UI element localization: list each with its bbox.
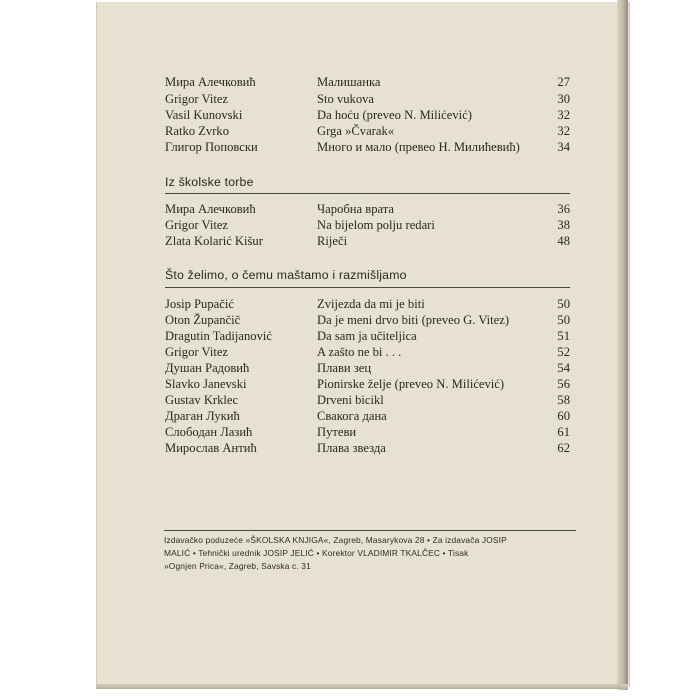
toc-title: Na bijelom polju redari <box>317 218 435 232</box>
toc-title: Путеви <box>317 425 357 439</box>
toc-title: Riječi <box>317 234 348 248</box>
colophon-line: »Ognjen Prica«, Zagreb, Savska c. 31 <box>164 561 311 571</box>
toc-author: Душан Радовић <box>165 361 250 375</box>
toc-entry <box>96 377 630 392</box>
toc-page-number: 38 <box>557 218 570 232</box>
toc-entry <box>96 313 630 328</box>
toc-page-number: 51 <box>557 329 570 343</box>
toc-entry <box>96 140 630 155</box>
toc-author: Vasil Kunovski <box>165 108 243 122</box>
toc-entry <box>96 297 630 312</box>
colophon-rule <box>164 530 576 531</box>
toc-page-number: 61 <box>557 425 570 439</box>
book-page <box>96 2 630 687</box>
toc-page-number: 58 <box>557 393 570 407</box>
toc-title: Sto vukova <box>317 92 375 106</box>
toc-entry <box>96 361 630 376</box>
toc-author: Слободан Лазић <box>165 425 253 439</box>
toc-author: Драган Лукић <box>165 409 240 423</box>
toc-page-number: 50 <box>557 297 570 311</box>
toc-page-number: 48 <box>557 234 570 248</box>
toc-title: Свакога дана <box>317 409 387 423</box>
toc-page-number: 54 <box>557 361 570 375</box>
section-heading: Iz školske torbe <box>165 175 254 189</box>
toc-page-number: 50 <box>557 313 570 327</box>
toc-page-number: 32 <box>557 108 570 122</box>
toc-author: Oton Župančič <box>165 313 241 327</box>
toc-entry <box>96 218 630 233</box>
toc-page-number: 34 <box>557 140 570 154</box>
toc-author: Josip Pupačić <box>165 297 234 311</box>
toc-entry <box>96 425 630 440</box>
toc-title: A zašto ne bi . . . <box>317 345 402 359</box>
toc-title: Чаробна врата <box>317 202 395 216</box>
page-edge-bottom <box>96 684 628 689</box>
toc-entry <box>96 75 630 90</box>
toc-author: Мирослав Антић <box>165 441 257 455</box>
colophon-line: Izdavačko poduzeće »ŠKOLSKA KNJIGA«, Zagreb, Masarykova 28 • Za izdavača JOSIP <box>164 535 507 545</box>
toc-page-number: 27 <box>557 75 570 89</box>
toc-entry <box>96 329 630 344</box>
toc-author: Zlata Kolarić Kišur <box>165 234 263 248</box>
toc-author: Ratko Zvrko <box>165 124 230 138</box>
toc-author: Мира Алечковић <box>165 75 256 89</box>
toc-page-number: 56 <box>557 377 570 391</box>
toc-title: Da sam ja učiteljica <box>317 329 417 343</box>
toc-entry <box>96 108 630 123</box>
toc-entry <box>96 345 630 360</box>
toc-author: Глигор Поповски <box>165 140 258 154</box>
toc-entry <box>96 393 630 408</box>
toc-title: Drveni bicikl <box>317 393 384 407</box>
toc-page-number: 30 <box>557 92 570 106</box>
toc-entry <box>96 124 630 139</box>
toc-title: Pionirske želje (preveo N. Milićević) <box>317 377 505 391</box>
toc-author: Grigor Vitez <box>165 92 229 106</box>
toc-title: Zvijezda da mi je biti <box>317 297 425 311</box>
toc-author: Grigor Vitez <box>165 218 229 232</box>
toc-title: Много и мало (превео Н. Милићевић) <box>317 140 520 154</box>
page-edge-shadow <box>617 0 628 690</box>
section-rule <box>165 287 570 288</box>
toc-page-number: 60 <box>557 409 570 423</box>
toc-author: Dragutin Tadijanović <box>165 329 272 343</box>
toc-entry <box>96 234 630 249</box>
toc-title: Плави зец <box>317 361 372 375</box>
toc-title: Grga »Čvarak« <box>317 124 395 138</box>
toc-page-number: 36 <box>557 202 570 216</box>
toc-entry <box>96 409 630 424</box>
toc-page-number: 32 <box>557 124 570 138</box>
toc-author: Slavko Janevski <box>165 377 247 391</box>
section-heading: Što želimo, o čemu maštamo i razmišljamo <box>165 268 407 282</box>
toc-title: Плава звезда <box>317 441 386 455</box>
toc-entry <box>96 202 630 217</box>
toc-title: Da je meni drvo biti (preveo G. Vitez) <box>317 313 510 327</box>
toc-title: Малишанка <box>317 75 381 89</box>
toc-author: Gustav Krklec <box>165 393 239 407</box>
section-rule <box>165 193 570 194</box>
toc-entry <box>96 441 630 456</box>
toc-title: Da hoću (preveo N. Milićević) <box>317 108 472 122</box>
toc-page-number: 62 <box>557 441 570 455</box>
toc-author: Мира Алечковић <box>165 202 256 216</box>
toc-entry <box>96 92 630 107</box>
colophon-line: MALIĆ • Tehnički urednik JOSIP JELIĆ • Korektor VLADIMIR TKALČEC • Tisak <box>164 548 469 558</box>
toc-page-number: 52 <box>557 345 570 359</box>
toc-author: Grigor Vitez <box>165 345 229 359</box>
